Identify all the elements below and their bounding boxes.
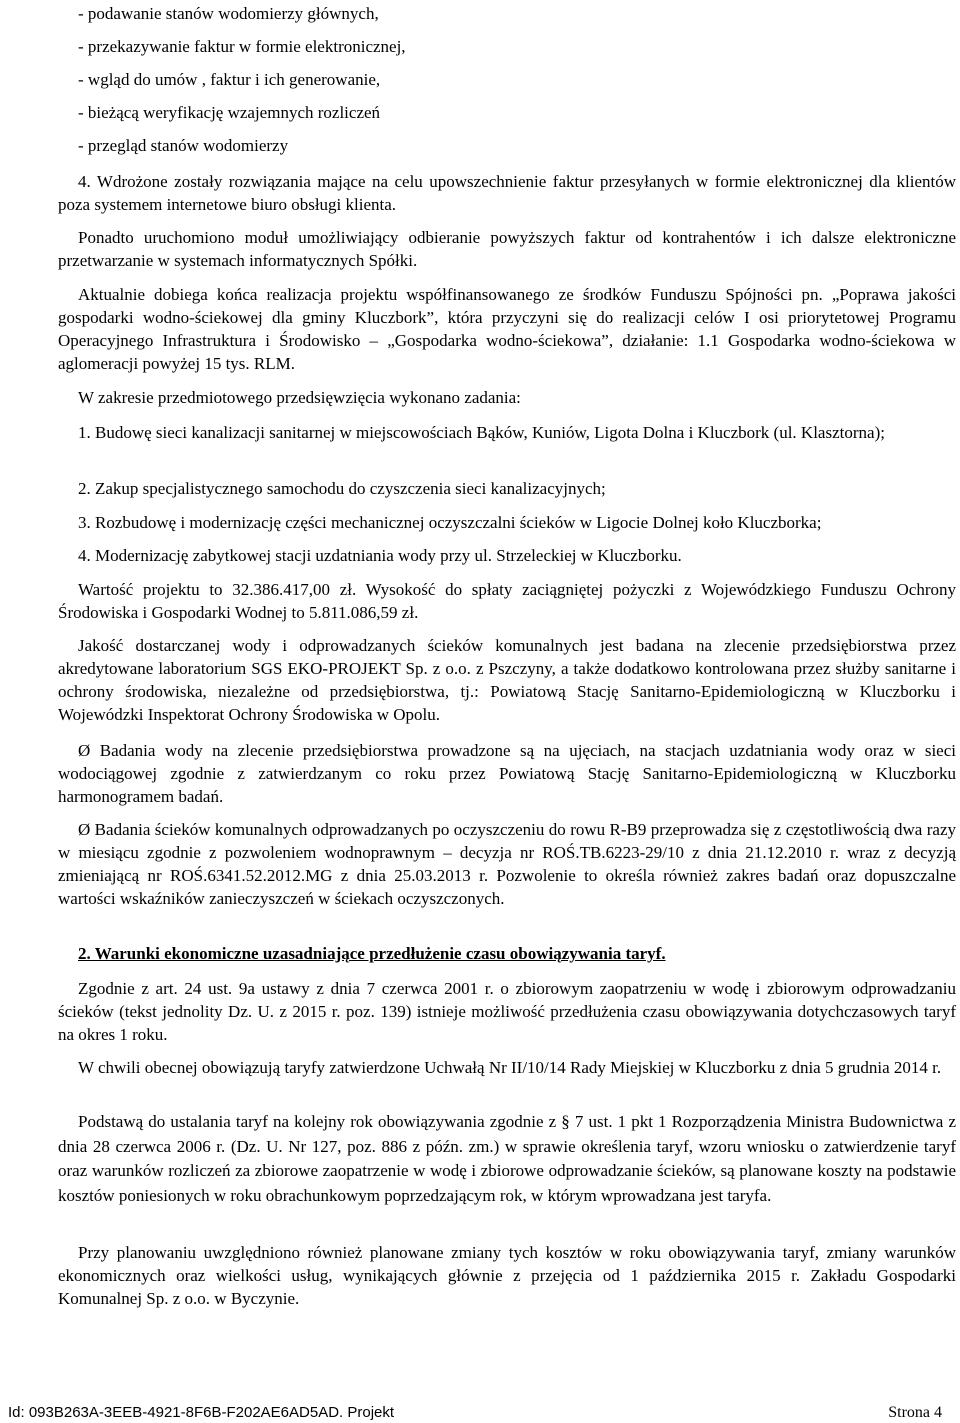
paragraph-badania-wody: Ø Badania wody na zlecenie przedsiębiorstwa prowadzone są na ujęciach, na stacjach uzdatniania wody oraz w sieci wodociągowej zgodnie z zatwierdzanym co roku przez Powiatową Stację Sanitarno-Epidemiologiczną w Kluczborku harmonogramem badań. — [58, 741, 956, 806]
paragraph-jakosc: Jakość dostarczanej wody i odprowadzanych ścieków komunalnych jest badana na zlecenie przedsiębiorstwa przez akredytowane laboratorium SGS EKO-PROJEKT Sp. z o.o. z Pszczyny, a także dodatkowo kontrolowana przez służby sanitarne i ochrony środowiska, niezależne od przedsiębiorstwa, tj.: Powiatową Stację Sanitarno-Epidemiologiczną w Kluczborku i Wojewódzki Inspektorat Ochrony Środowiska w Opolu. — [58, 636, 956, 724]
task-item: 2. Zakup specjalistycznego samochodu do czyszczenia sieci kanalizacyjnych; — [78, 479, 606, 498]
paragraph-badania-sciekow: Ø Badania ścieków komunalnych odprowadzanych po oczyszczeniu do rowu R-B9 przeprowadza się z częstotliwością dwa razy w miesiącu zgodnie z pozwoleniem wodnoprawnym – decyzja nr ROŚ.TB.6223-29/10 z dnia 21.12.2010 r. wraz z decyzją zmieniającą nr ROŚ.6341.52.2012.MG z dnia 25.03.2013 r. Pozwolenie to określa również zakres badań oraz dopuszczalne wartości wskaźników zanieczyszczeń w ściekach oczyszczonych. — [58, 820, 956, 908]
paragraph-zgodnie: Zgodnie z art. 24 ust. 9a ustawy z dnia 7 czerwca 2001 r. o zbiorowym zaopatrzeniu w wodę i zbiorowym odprowadzaniu ścieków (tekst jednolity Dz. U. z 2015 r. poz. 139) istnieje możliwość przedłużenia czasu obowiązywania dotychczasowych taryf na okres 1 roku. — [58, 979, 956, 1044]
paragraph-zakres: W zakresie przedmiotowego przedsięwzięcia wykonano zadania: — [78, 388, 521, 407]
paragraph-ponadto: Ponadto uruchomiono moduł umożliwiający odbieranie powyższych faktur od kontrahentów i ich dalsze elektroniczne przetwarzanie w systemach informatycznych Spółki. — [58, 228, 956, 270]
footer-document-id: Id: 093B263A-3EEB-4921-8F6B-F202AE6AD5AD. Projekt — [8, 1404, 395, 1421]
paragraph-przy: Przy planowaniu uwzględniono również planowane zmiany tych kosztów w roku obowiązywania taryf, zmiany warunków ekonomicznych oraz wielkości usług, wynikających głównie z przejęcia od 1 października 2015 r. Zakładu Gospodarki Komunalnej Sp. z o.o. w Byczynie. — [58, 1243, 956, 1308]
task-item: 3. Rozbudowę i modernizację części mechanicznej oczyszczalni ścieków w Ligocie Dolnej koło Kluczborka; — [78, 513, 822, 532]
paragraph-wartosc: Wartość projektu to 32.386.417,00 zł. Wysokość do spłaty zaciągniętej pożyczki z Wojewódzkiego Funduszu Ochrony Środowiska i Gospodarki Wodnej to 5.811.086,59 zł. — [58, 580, 956, 622]
bullet-item: - wgląd do umów , faktur i ich generowanie, — [78, 70, 381, 89]
task-item: 1. Budowę sieci kanalizacji sanitarnej w miejscowościach Bąków, Kuniów, Ligota Dolna i Kluczbork (ul. Klasztorna); — [78, 423, 885, 442]
bullet-item: - przegląd stanów wodomierzy — [78, 136, 289, 155]
bullet-item: - bieżącą weryfikację wzajemnych rozliczeń — [78, 103, 381, 122]
paragraph-aktualnie: Aktualnie dobiega końca realizacja projektu współfinansowanego ze środków Funduszu Spójności pn. „Poprawa jakości gospodarki wodno-ściekowej dla gminy Kluczbork”, która przyczyni się do realizacji celów I osi priorytetowej Programu Operacyjnego Infrastruktura i Środowisko – „Gospodarka wodno-ściekowa”, działanie: 1.1 Gospodarka wodno-ściekowa w aglomeracji powyżej 15 tys. RLM. — [58, 285, 956, 373]
section-heading: 2. Warunki ekonomiczne uzasadniające przedłużenie czasu obowiązywania taryf. — [78, 944, 666, 963]
paragraph-podstawa: Podstawą do ustalania taryf na kolejny rok obowiązywania zgodnie z § 7 ust. 1 pkt 1 Rozporządzenia Ministra Budownictwa z dnia 28 czerwca 2006 r. (Dz. U. Nr 127, poz. 886 z późn. zm.) w sprawie określenia taryf, wzoru wniosku o zatwierdzenie taryf oraz warunków rozliczeń za zbiorowe zaopatrzenie w wodę i zbiorowe odprowadzanie ścieków, są planowane koszty na podstawie kosztów poniesionych w roku obrachunkowym poprzedzającym rok, w którym wprowadzana jest taryfa. — [58, 1112, 956, 1205]
task-item: 4. Modernizację zabytkowej stacji uzdatniania wody przy ul. Strzeleckiej w Kluczborku. — [78, 546, 682, 565]
bullet-item: - podawanie stanów wodomierzy głównych, — [78, 4, 379, 23]
bullet-item: - przekazywanie faktur w formie elektronicznej, — [78, 37, 406, 56]
paragraph-wchwili: W chwili obecnej obowiązują taryfy zatwierdzone Uchwałą Nr II/10/14 Rady Miejskiej w Kluczborku z dnia 5 grudnia 2014 r. — [78, 1058, 942, 1077]
paragraph-item4: 4. Wdrożone zostały rozwiązania mające na celu upowszechnienie faktur przesyłanych w formie elektronicznej dla klientów poza systemem internetowe biuro obsługi klienta. — [58, 172, 956, 214]
footer-page-number: Strona 4 — [888, 1404, 942, 1421]
